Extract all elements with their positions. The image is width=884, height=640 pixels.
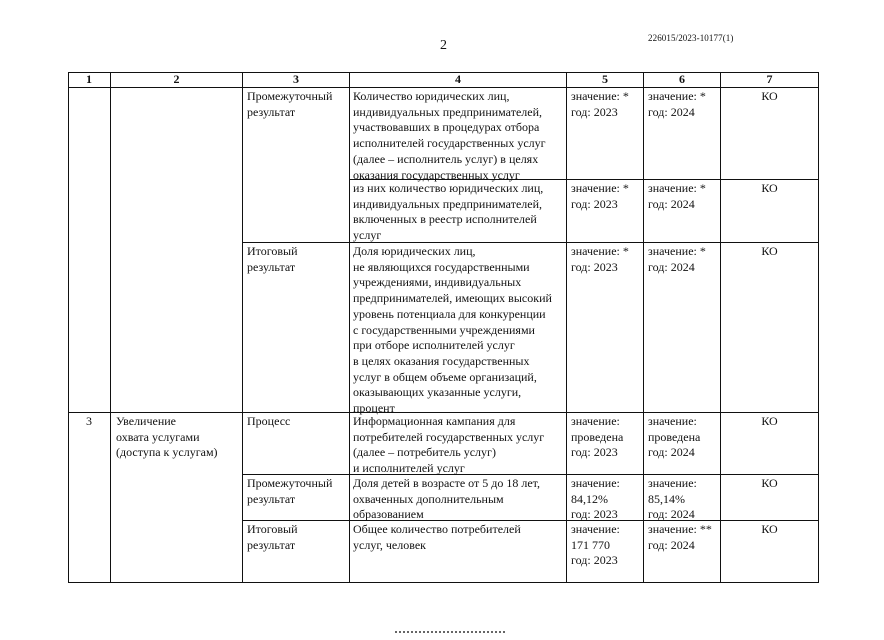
table-cell-value-2023: значение: * год: 2023 — [571, 89, 629, 119]
table-cell-responsible: КО — [761, 244, 778, 258]
table-cell-value-2024: значение: ** год: 2024 — [648, 522, 712, 552]
table-cell-value-2024: значение: * год: 2024 — [648, 89, 706, 119]
column-divider — [720, 72, 721, 583]
table-cell-stage: Итоговый результат — [247, 522, 298, 552]
table-cell-responsible: КО — [761, 181, 778, 195]
table-cell-indicator: Доля детей в возрасте от 5 до 18 лет, охваченных дополнительным образованием — [353, 476, 541, 522]
table-cell-stage: Промежуточный результат — [247, 89, 333, 119]
table-cell-stage: Итоговый результат — [247, 244, 298, 274]
header-col-7: 7 — [766, 72, 773, 86]
column-divider — [242, 72, 243, 583]
header-col-2: 2 — [173, 72, 180, 86]
table-cell-value-2023: значение: проведена год: 2023 — [571, 414, 624, 460]
table-cell-number: 3 — [86, 414, 92, 428]
document-number: 226015/2023-10177(1) — [648, 33, 734, 43]
table-border-right — [818, 72, 819, 583]
table-cell-responsible: КО — [761, 89, 778, 103]
table-cell-indicator: Информационная кампания для потребителей государственных услуг (далее – потребитель услуг) и исполнителей услуг — [353, 414, 545, 476]
table-border-bottom — [68, 582, 819, 583]
table-border-left — [68, 72, 69, 583]
table-cell-stage: Промежуточный результат — [247, 476, 333, 506]
table-cell-value-2023: значение: 171 770 год: 2023 — [571, 522, 620, 568]
table-cell-value-2024: значение: 85,14% год: 2024 — [648, 476, 697, 522]
results-table — [68, 72, 819, 583]
header-col-1: 1 — [86, 72, 92, 86]
table-cell-value-2023: значение: * год: 2023 — [571, 244, 629, 274]
table-cell-indicator: из них количество юридических лиц, индивидуальных предпринимателей, включенных в реестр исполнителей услуг — [353, 181, 544, 243]
page-number: 2 — [440, 38, 447, 53]
table-cell-responsible: КО — [761, 522, 778, 536]
header-col-6: 6 — [679, 72, 685, 86]
table-cell-value-2023: значение: 84,12% год: 2023 — [571, 476, 620, 522]
table-cell-responsible: КО — [761, 476, 778, 490]
scan-artifact — [395, 631, 505, 639]
header-col-3: 3 — [293, 72, 299, 86]
table-cell-value-2023: значение: * год: 2023 — [571, 181, 629, 211]
table-cell-indicator: Количество юридических лиц, индивидуальных предпринимателей, участвовавших в процедурах отбора исполнителей государственных услуг (далее – исполнитель услуг) в целях оказания государственных услуг — [353, 89, 546, 182]
header-col-4: 4 — [455, 72, 461, 86]
table-cell-indicator: Доля юридических лиц, не являющихся государственными учреждениями, индивидуальных предпринимателей, имеющих высокий уровень потенциала для конкуренции с государственными учреждениями при отборе исполнителей услуг в целях оказания государственных услуг в общем объеме организаций, оказывающих указанные услуги, процент — [353, 244, 552, 416]
table-cell-indicator: Общее количество потребителей услуг, человек — [353, 522, 521, 552]
table-cell-value-2024: значение: * год: 2024 — [648, 181, 706, 211]
table-cell-task: Увеличение охвата услугами (доступа к услугам) — [116, 414, 218, 460]
column-divider — [643, 72, 644, 583]
table-cell-responsible: КО — [761, 414, 778, 428]
table-cell-value-2024: значение: * год: 2024 — [648, 244, 706, 274]
column-divider — [110, 72, 111, 583]
header-col-5: 5 — [602, 72, 608, 86]
column-divider — [566, 72, 567, 583]
column-divider — [349, 72, 350, 583]
table-cell-stage: Процесс — [247, 414, 291, 428]
table-cell-value-2024: значение: проведена год: 2024 — [648, 414, 701, 460]
